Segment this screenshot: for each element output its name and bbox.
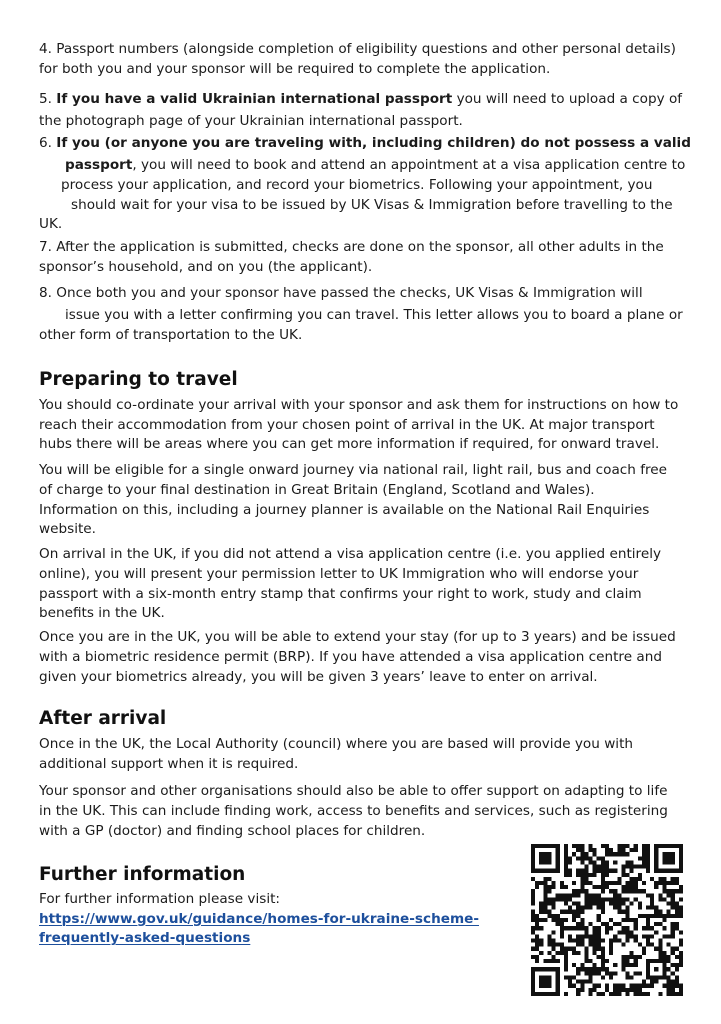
- item-6-bold: If you (or anyone you are traveling with, including children) do not possess a valid: [56, 135, 691, 151]
- item-5-line: 5. If you have a valid Ukrainian international passport you will need to upload a copy of: [39, 91, 683, 107]
- item-5-bold: If you have a valid Ukrainian international passport: [56, 91, 453, 107]
- item-5: [39, 88, 689, 132]
- item-7-line: 7. After the application is submitted, checks are done on the sponsor, all other adults in the: [39, 239, 664, 255]
- preparing-para-4: Once you are in the UK, you will be able to extend your stay (for up to 3 years) and be issued with a biometric residence permit (BRP). If you have attended a visa application centre and given your biometrics already, you will be given 3 years’ leave to enter on arrival.: [39, 629, 676, 685]
- item-8-line: issue you with a letter confirming you can travel. This letter allows you to board a plane or: [65, 307, 683, 323]
- item-8-line: 8. Once both you and your sponsor have passed the checks, UK Visas & Immigration will: [39, 285, 643, 301]
- after-para-2: Your sponsor and other organisations should also be able to offer support on adapting to life in the UK. This can include finding work, access to benefits and services, such as registering with a GP (doctor) and finding school places for children.: [39, 783, 668, 839]
- item-6-line: process your application, and record your biometrics. Following your appointment, you: [61, 177, 653, 193]
- item-8-line: other form of transportation to the UK.: [39, 327, 303, 343]
- item-4: [39, 40, 689, 79]
- item-6-line: should wait for your visa to be issued by UK Visas & Immigration before travelling to the: [71, 196, 673, 213]
- further-heading: Further information: [39, 864, 246, 885]
- preparing-para-1: You should co-ordinate your arrival with your sponsor and ask them for instructions on how to reach their accommodation from your chosen point of arrival in the UK. At major transport hubs there will be areas where you can get more information if required, for onward travel.: [39, 397, 679, 452]
- item-6: [39, 132, 689, 235]
- further-intro: For further information please visit:: [39, 891, 281, 907]
- faq-link[interactable]: https://www.gov.uk/guidance/homes-for-ukraine-scheme-: [39, 910, 479, 927]
- after-heading: After arrival: [39, 708, 167, 729]
- item-7-line: sponsor’s household, and on you (the applicant).: [39, 258, 373, 275]
- item-8: [39, 282, 689, 346]
- item-6-line: UK.: [39, 216, 63, 232]
- item-4-line: for both you and your sponsor will be required to complete the application.: [39, 60, 551, 77]
- preparing-para-2: You will be eligible for a single onward journey via national rail, light rail, bus and coach free of charge to your final destination in Great Britain (England, Scotland and Wales). Information on this, including a journey planner is available on the National Rail Enquiries website.: [39, 462, 667, 537]
- item-7: [39, 238, 689, 277]
- item-4-line: 4. Passport numbers (alongside completion of eligibility questions and other personal details): [39, 41, 676, 57]
- item-6-line: 6. If you (or anyone you are traveling with, including children) do not possess a valid: [39, 135, 691, 151]
- faq-link[interactable]: frequently-asked-questions: [39, 930, 251, 946]
- after-para-1: Once in the UK, the Local Authority (council) where you are based will provide you with additional support when it is required.: [39, 736, 634, 772]
- preparing-heading: Preparing to travel: [39, 369, 238, 390]
- item-5-line: the photograph page of your Ukrainian international passport.: [39, 113, 463, 129]
- qr-code-icon: [531, 844, 683, 996]
- further-info: [39, 890, 519, 949]
- preparing-para-3: On arrival in the UK, if you did not attend a visa application centre (i.e. you applied entirely online), you will present your permission letter to UK Immigration who will endorse your passport with a six-month entry stamp that confirms your right to work, study and claim benefits in the UK.: [39, 546, 662, 621]
- item-6-line: passport, you will need to book and attend an appointment at a visa application centre to: [65, 157, 686, 173]
